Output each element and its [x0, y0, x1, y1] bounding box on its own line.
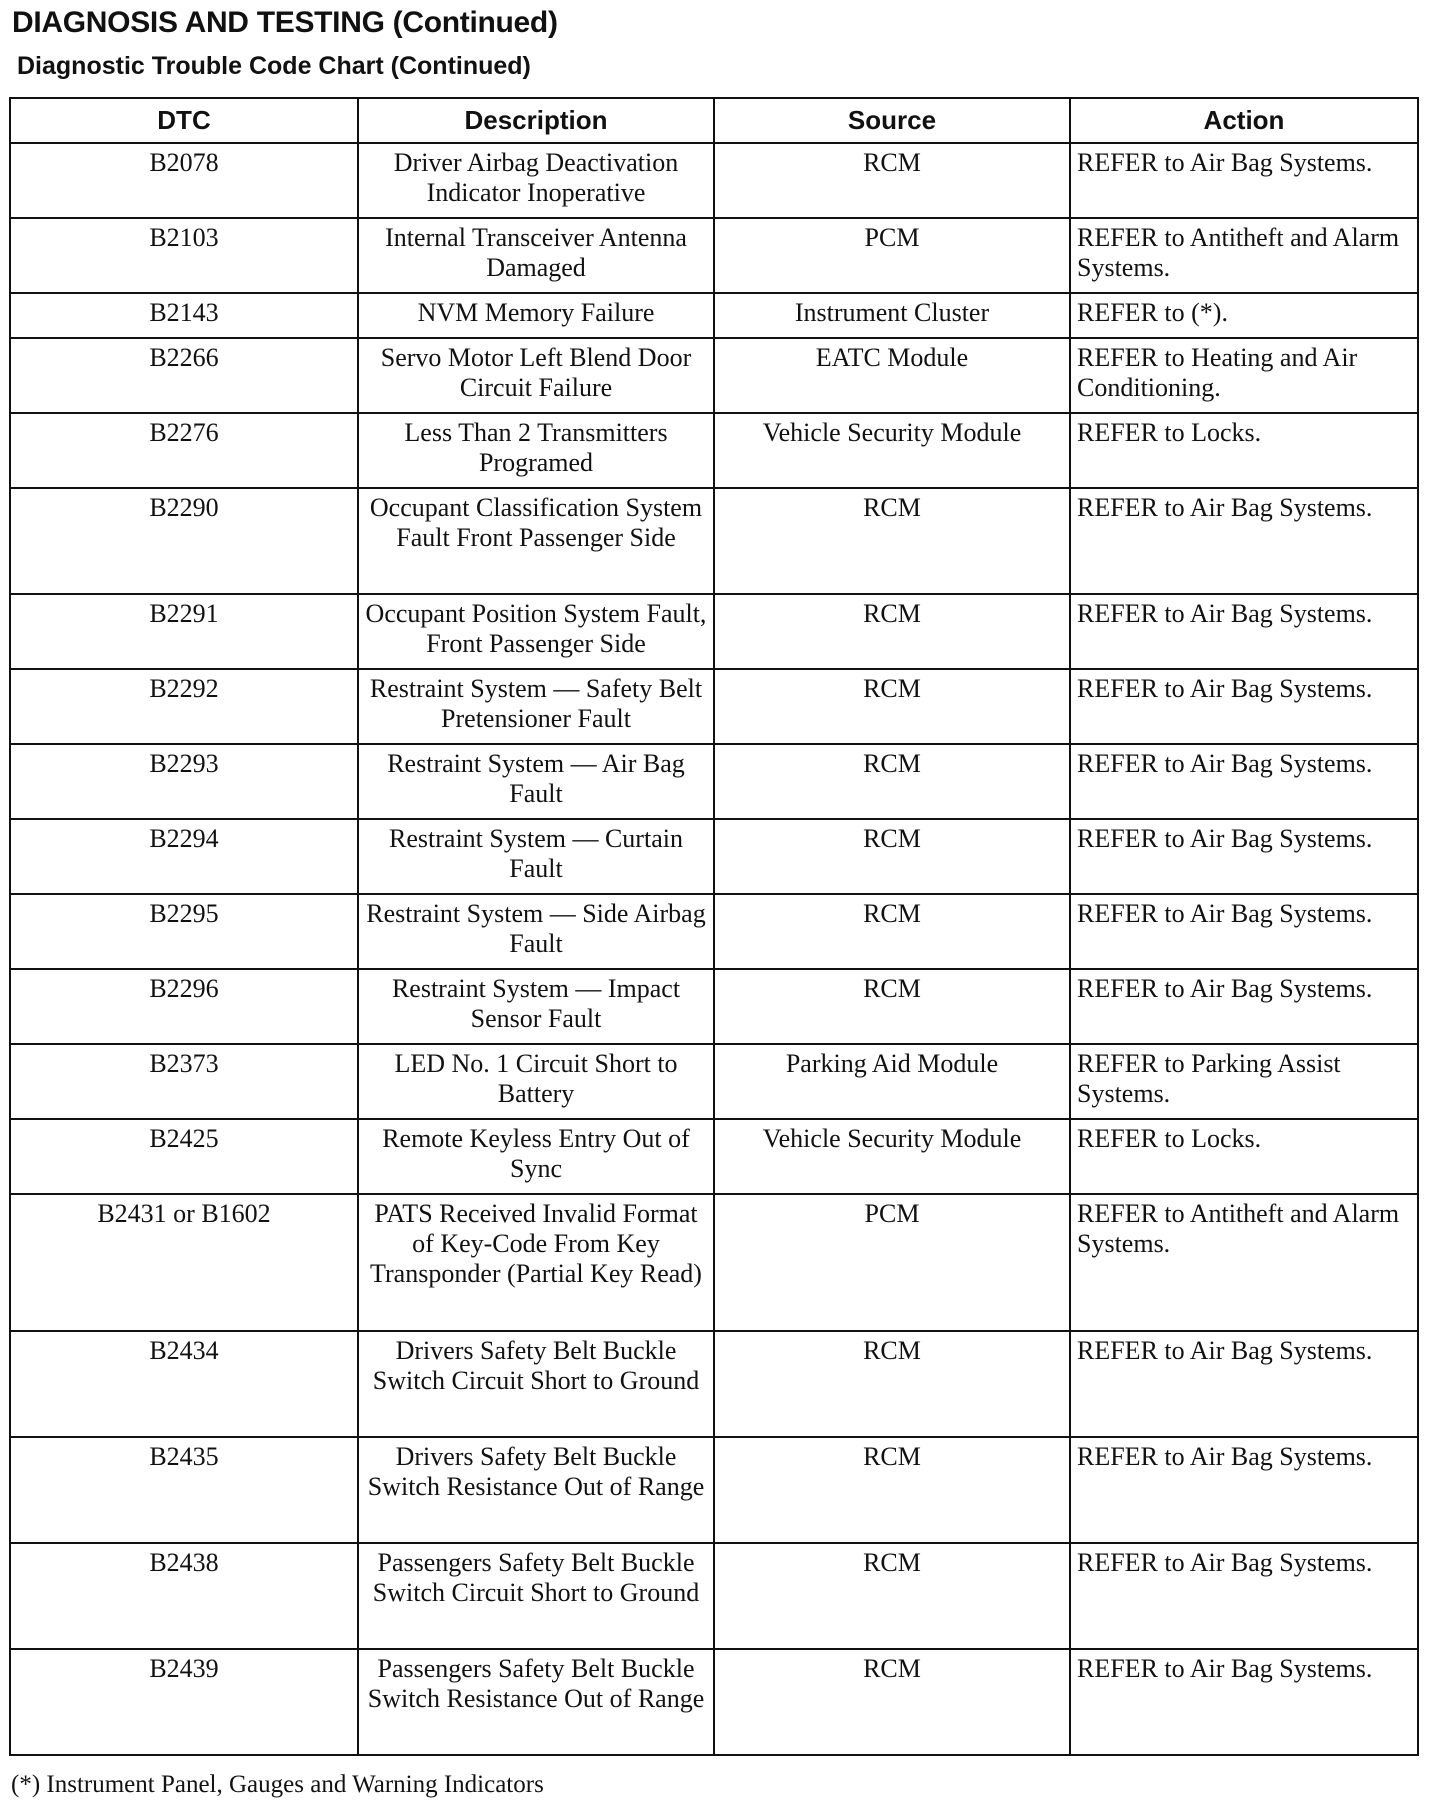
action-cell: REFER to Locks. [1070, 1119, 1418, 1194]
source-cell: RCM [714, 1437, 1070, 1543]
dtc-code-cell: B2078 [10, 143, 358, 218]
source-cell: Vehicle Security Module [714, 1119, 1070, 1194]
table-row [10, 413, 1418, 488]
description-cell: Restraint System — Impact Sensor Fault [358, 969, 714, 1044]
action-cell: REFER to Air Bag Systems. [1070, 1437, 1418, 1543]
table-header-row [10, 98, 1418, 143]
action-cell: REFER to Locks. [1070, 413, 1418, 488]
description-cell: Driver Airbag Deactivation Indicator Inoperative [358, 143, 714, 218]
source-cell: RCM [714, 594, 1070, 669]
table-row [10, 1437, 1418, 1543]
dtc-code-cell: B2294 [10, 819, 358, 894]
action-cell: REFER to Air Bag Systems. [1070, 819, 1418, 894]
description-cell: Drivers Safety Belt Buckle Switch Circuit Short to Ground [358, 1331, 714, 1437]
source-cell: EATC Module [714, 338, 1070, 413]
column-header-description: Description [358, 98, 714, 143]
table-row [10, 1194, 1418, 1331]
table-row [10, 1331, 1418, 1437]
source-cell: RCM [714, 1543, 1070, 1649]
description-cell: Less Than 2 Transmitters Programed [358, 413, 714, 488]
action-cell: REFER to Air Bag Systems. [1070, 594, 1418, 669]
source-cell: Parking Aid Module [714, 1044, 1070, 1119]
dtc-code-cell: B2266 [10, 338, 358, 413]
description-cell: Servo Motor Left Blend Door Circuit Failure [358, 338, 714, 413]
table-row [10, 218, 1418, 293]
action-cell: REFER to Air Bag Systems. [1070, 488, 1418, 594]
source-cell: PCM [714, 218, 1070, 293]
table-row [10, 1044, 1418, 1119]
column-header-dtc: DTC [10, 98, 358, 143]
table-row [10, 1543, 1418, 1649]
description-cell: Restraint System — Safety Belt Pretensioner Fault [358, 669, 714, 744]
action-cell: REFER to Air Bag Systems. [1070, 744, 1418, 819]
dtc-code-cell: B2439 [10, 1649, 358, 1755]
table-row [10, 669, 1418, 744]
action-cell: REFER to (*). [1070, 293, 1418, 338]
dtc-table [9, 97, 1419, 1756]
source-cell: RCM [714, 1649, 1070, 1755]
dtc-code-cell: B2276 [10, 413, 358, 488]
action-cell: REFER to Heating and Air Conditioning. [1070, 338, 1418, 413]
description-cell: LED No. 1 Circuit Short to Battery [358, 1044, 714, 1119]
source-cell: RCM [714, 488, 1070, 594]
description-cell: Internal Transceiver Antenna Damaged [358, 218, 714, 293]
table-row [10, 819, 1418, 894]
table-row [10, 744, 1418, 819]
action-cell: REFER to Air Bag Systems. [1070, 969, 1418, 1044]
dtc-code-cell: B2296 [10, 969, 358, 1044]
source-cell: RCM [714, 1331, 1070, 1437]
dtc-code-cell: B2435 [10, 1437, 358, 1543]
source-cell: RCM [714, 143, 1070, 218]
action-cell: REFER to Air Bag Systems. [1070, 1331, 1418, 1437]
action-cell: REFER to Air Bag Systems. [1070, 894, 1418, 969]
table-row [10, 894, 1418, 969]
description-cell: Drivers Safety Belt Buckle Switch Resistance Out of Range [358, 1437, 714, 1543]
dtc-code-cell: B2295 [10, 894, 358, 969]
table-row [10, 1649, 1418, 1755]
description-cell: Passengers Safety Belt Buckle Switch Resistance Out of Range [358, 1649, 714, 1755]
page-title: DIAGNOSIS AND TESTING (Continued) [12, 6, 558, 39]
dtc-code-cell: B2425 [10, 1119, 358, 1194]
source-cell: Vehicle Security Module [714, 413, 1070, 488]
chart-subtitle: Diagnostic Trouble Code Chart (Continued) [17, 52, 531, 80]
table-row [10, 594, 1418, 669]
dtc-code-cell: B2431 or B1602 [10, 1194, 358, 1331]
description-cell: PATS Received Invalid Format of Key-Code From Key Transponder (Partial Key Read) [358, 1194, 714, 1331]
description-cell: Occupant Position System Fault, Front Passenger Side [358, 594, 714, 669]
dtc-code-cell: B2293 [10, 744, 358, 819]
action-cell: REFER to Antitheft and Alarm Systems. [1070, 218, 1418, 293]
action-cell: REFER to Air Bag Systems. [1070, 1543, 1418, 1649]
source-cell: RCM [714, 669, 1070, 744]
source-cell: RCM [714, 819, 1070, 894]
column-header-source: Source [714, 98, 1070, 143]
description-cell: Restraint System — Side Airbag Fault [358, 894, 714, 969]
dtc-code-cell: B2290 [10, 488, 358, 594]
description-cell: NVM Memory Failure [358, 293, 714, 338]
action-cell: REFER to Antitheft and Alarm Systems. [1070, 1194, 1418, 1331]
dtc-code-cell: B2434 [10, 1331, 358, 1437]
action-cell: REFER to Air Bag Systems. [1070, 669, 1418, 744]
action-cell: REFER to Air Bag Systems. [1070, 143, 1418, 218]
table-row [10, 293, 1418, 338]
source-cell: PCM [714, 1194, 1070, 1331]
source-cell: RCM [714, 969, 1070, 1044]
dtc-code-cell: B2291 [10, 594, 358, 669]
description-cell: Remote Keyless Entry Out of Sync [358, 1119, 714, 1194]
column-header-action: Action [1070, 98, 1418, 143]
table-row [10, 969, 1418, 1044]
dtc-code-cell: B2292 [10, 669, 358, 744]
action-cell: REFER to Air Bag Systems. [1070, 1649, 1418, 1755]
source-cell: Instrument Cluster [714, 293, 1070, 338]
description-cell: Restraint System — Curtain Fault [358, 819, 714, 894]
description-cell: Occupant Classification System Fault Front Passenger Side [358, 488, 714, 594]
dtc-code-cell: B2438 [10, 1543, 358, 1649]
description-cell: Restraint System — Air Bag Fault [358, 744, 714, 819]
footnote: (*) Instrument Panel, Gauges and Warning Indicators [11, 1771, 544, 1798]
table-row [10, 1119, 1418, 1194]
table-row [10, 488, 1418, 594]
source-cell: RCM [714, 744, 1070, 819]
dtc-code-cell: B2103 [10, 218, 358, 293]
table-row [10, 338, 1418, 413]
table-row [10, 143, 1418, 218]
action-cell: REFER to Parking Assist Systems. [1070, 1044, 1418, 1119]
dtc-code-cell: B2143 [10, 293, 358, 338]
source-cell: RCM [714, 894, 1070, 969]
description-cell: Passengers Safety Belt Buckle Switch Circuit Short to Ground [358, 1543, 714, 1649]
dtc-code-cell: B2373 [10, 1044, 358, 1119]
